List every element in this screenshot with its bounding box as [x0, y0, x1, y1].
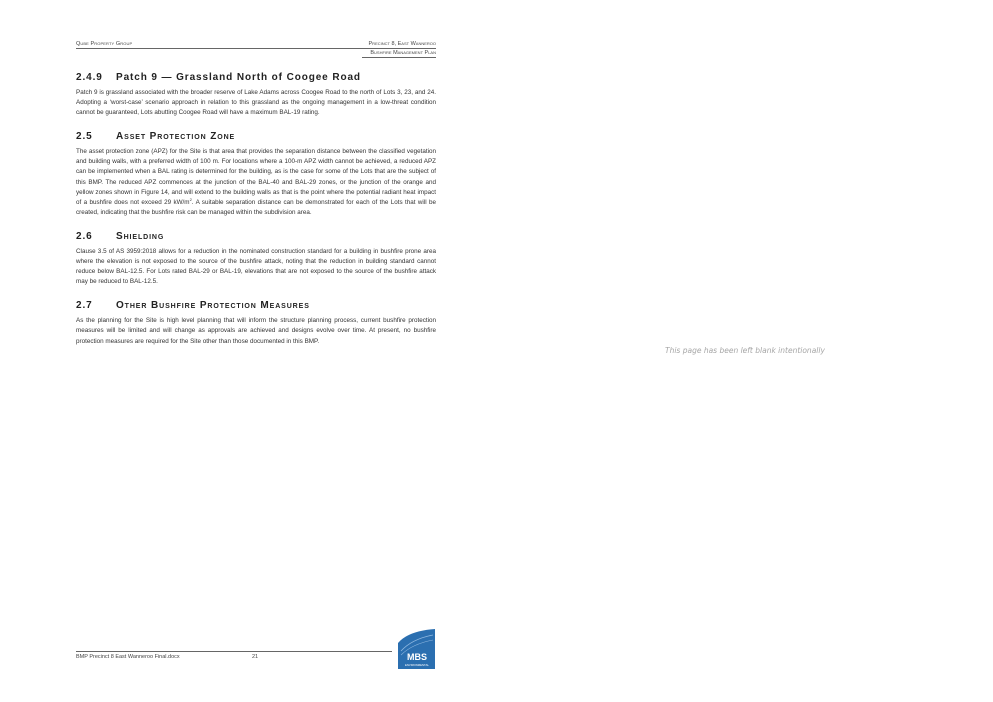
section-paragraph [76, 147, 436, 218]
paragraph-text: . A suitable separation distance can be demonstrated for each of the Lots that will be created, indicating that the bushfire risk can be managed within the subdivision area. [76, 198, 436, 216]
section-title: Shielding [116, 230, 165, 242]
section-2-4-9 [76, 72, 436, 118]
logo-subtext: ENVIRONMENTAL [405, 663, 429, 667]
document-body [76, 72, 436, 360]
blank-page-note: This page has been left blank intentionally [665, 346, 825, 355]
footer-filename: BMP Precinct 8 East Wanneroo Final.docx [76, 654, 180, 660]
section-number: 2.7 [76, 300, 93, 312]
section-number: 2.5 [76, 131, 93, 143]
paragraph-text: The asset protection zone (APZ) for the Site is that area that provides the separation distance between the classified vegetation and building walls, with a preferred width of 100 m. For locations where a 100-m APZ width cannot be achieved, a reduced APZ can be implemented when a BAL rating is determined for the building, as is the case for some of the Lots that are the subject of this BMP. The reduced APZ commences at the junction of the BAL-40 and BAL-29 zones, or the junction of the orange and yellow zones shown in Figure 14, and will extend to the building walls as that is the point where the potential radiant heat impact of a bushfire does not exceed 29 kW/m [76, 148, 436, 206]
footer-rule [76, 651, 392, 652]
header-company: Qube Property Group [76, 41, 133, 47]
section-number: 2.4.9 [76, 72, 103, 83]
section-paragraph: As the planning for the Site is high level planning that will inform the structure planning process, current bushfire protection measures will be limited and will change as approvals are achieved and designs evolve over time. At present, no bushfire protection measures are required for the Site other than those documented in this BMP. [76, 317, 436, 345]
section-2-6 [76, 231, 436, 287]
mbs-logo [398, 629, 435, 669]
section-heading [76, 131, 436, 142]
section-number: 2.6 [76, 230, 93, 242]
section-heading [76, 72, 436, 83]
section-paragraph: Clause 3.5 of AS 3959:2018 allows for a reduction in the nominated construction standard for a building in bushfire prone area where the elevation is not exposed to the source of the bushfire attack, noting that the reduction in building standard cannot reduce below BAL-12.5. For Lots rated BAL-29 or BAL-19, elevations that are not exposed to the source of the bushfire attack may be reduced to BAL-12.5. [76, 247, 436, 286]
header-project: Precinct 8, East Wanneroo [368, 41, 436, 47]
section-heading [76, 300, 436, 311]
section-title: Asset Protection Zone [116, 131, 236, 143]
superscript: 2 [189, 196, 192, 202]
header-doc-type: Bushfire Management Plan [370, 50, 436, 56]
section-paragraph: Patch 9 is grassland associated with the broader reserve of Lake Adams across Coogee Road to the north of Lots 3, 23, and 24. Adopting a ‘worst-case’ scenario approach in relation to this grassland as the ongoing management in a low-threat condition cannot be guaranteed, Lots abutting Coogee Road will have a maximum BAL-19 rating. [76, 89, 436, 117]
section-2-5 [76, 131, 436, 218]
logo-text: MBS [407, 652, 427, 662]
section-heading [76, 231, 436, 242]
left-page [0, 0, 496, 702]
section-title: Patch 9 — Grassland North of Coogee Road [116, 72, 361, 83]
section-title: Other Bushfire Protection Measures [116, 300, 310, 312]
header-rule [76, 48, 436, 49]
page-number: 21 [252, 654, 259, 660]
right-page [496, 0, 992, 702]
header-rule-short [362, 57, 436, 58]
section-2-7 [76, 300, 436, 346]
